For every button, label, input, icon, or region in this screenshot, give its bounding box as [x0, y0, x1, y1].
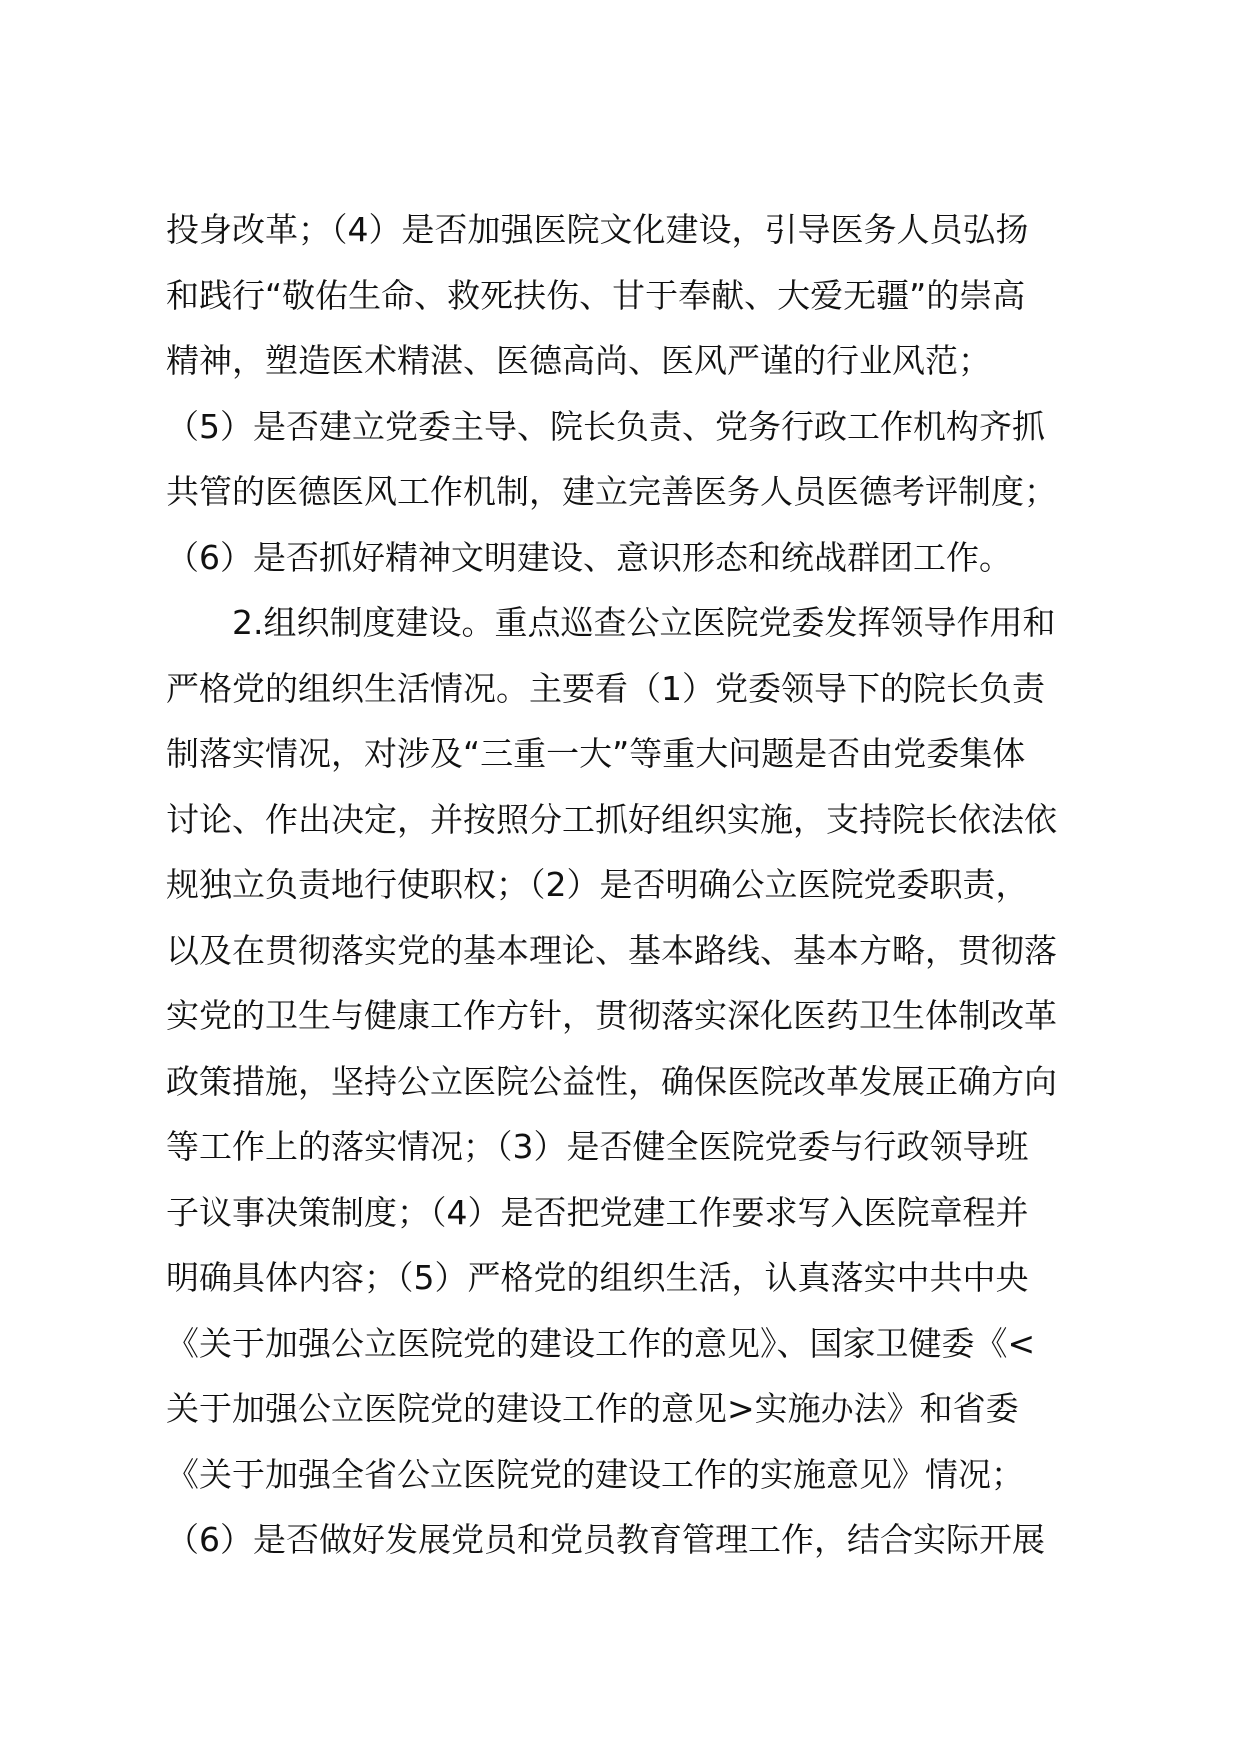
text-line: 制落实情况，对涉及“三重一大”等重大问题是否由党委集体 [166, 734, 1026, 773]
text-line: 政策措施，坚持公立医院公益性，确保医院改革发展正确方向 [166, 1061, 1057, 1101]
text-line: 明确具体内容；（5）严格党的组织生活，认真落实中共中央 [166, 1258, 1029, 1297]
text-line: 等工作上的落实情况；（3）是否健全医院党委与行政领导班 [166, 1127, 1029, 1166]
text-line: 讨论、作出决定，并按照分工抓好组织实施，支持院长依法依 [166, 799, 1057, 839]
text-line: 和践行“敬佑生命、救死扶伤、甘于奉献、大爱无疆”的崇高 [166, 275, 1026, 315]
text-line: 子议事决策制度；（4）是否把党建工作要求写入医院章程并 [166, 1192, 1029, 1232]
text-line: 规独立负责地行使职权；（2）是否明确公立医院党委职责， [166, 865, 1029, 904]
text-line: （5）是否建立党委主导、院长负责、党务行政工作机构齐抓 [166, 406, 1045, 446]
text-line: 《关于加强全省公立医院党的建设工作的实施意见》情况； [166, 1454, 1024, 1494]
text-line: （6）是否抓好精神文明建设、意识形态和统战群团工作。 [166, 537, 1012, 577]
text-line: （6）是否做好发展党员和党员教育管理工作，结合实际开展 [166, 1520, 1045, 1559]
text-line: 实党的卫生与健康工作方针，贯彻落实深化医药卫生体制改革 [166, 996, 1057, 1035]
text-line: 精神，塑造医术精湛、医德高尚、医风严谨的行业风范； [166, 341, 991, 380]
text-line: 共管的医德医风工作机制，建立完善医务人员医德考评制度； [166, 472, 1057, 511]
text-line: 《关于加强公立医院党的建设工作的意见》、国家卫健委《< [166, 1323, 1036, 1363]
text-line: 投身改革；（4）是否加强医院文化建设，引导医务人员弘扬 [166, 210, 1029, 249]
section-heading-line: 2.组织制度建设。重点巡查公立医院党委发挥领导作用和 [232, 603, 1056, 642]
text-line: 关于加强公立医院党的建设工作的意见>实施办法》和省委 [166, 1389, 1019, 1428]
text-line: 以及在贯彻落实党的基本理论、基本路线、基本方略，贯彻落 [166, 930, 1057, 970]
text-line: 严格党的组织生活情况。主要看（1）党委领导下的院长负责 [166, 668, 1045, 708]
document-body [166, 197, 1086, 1573]
